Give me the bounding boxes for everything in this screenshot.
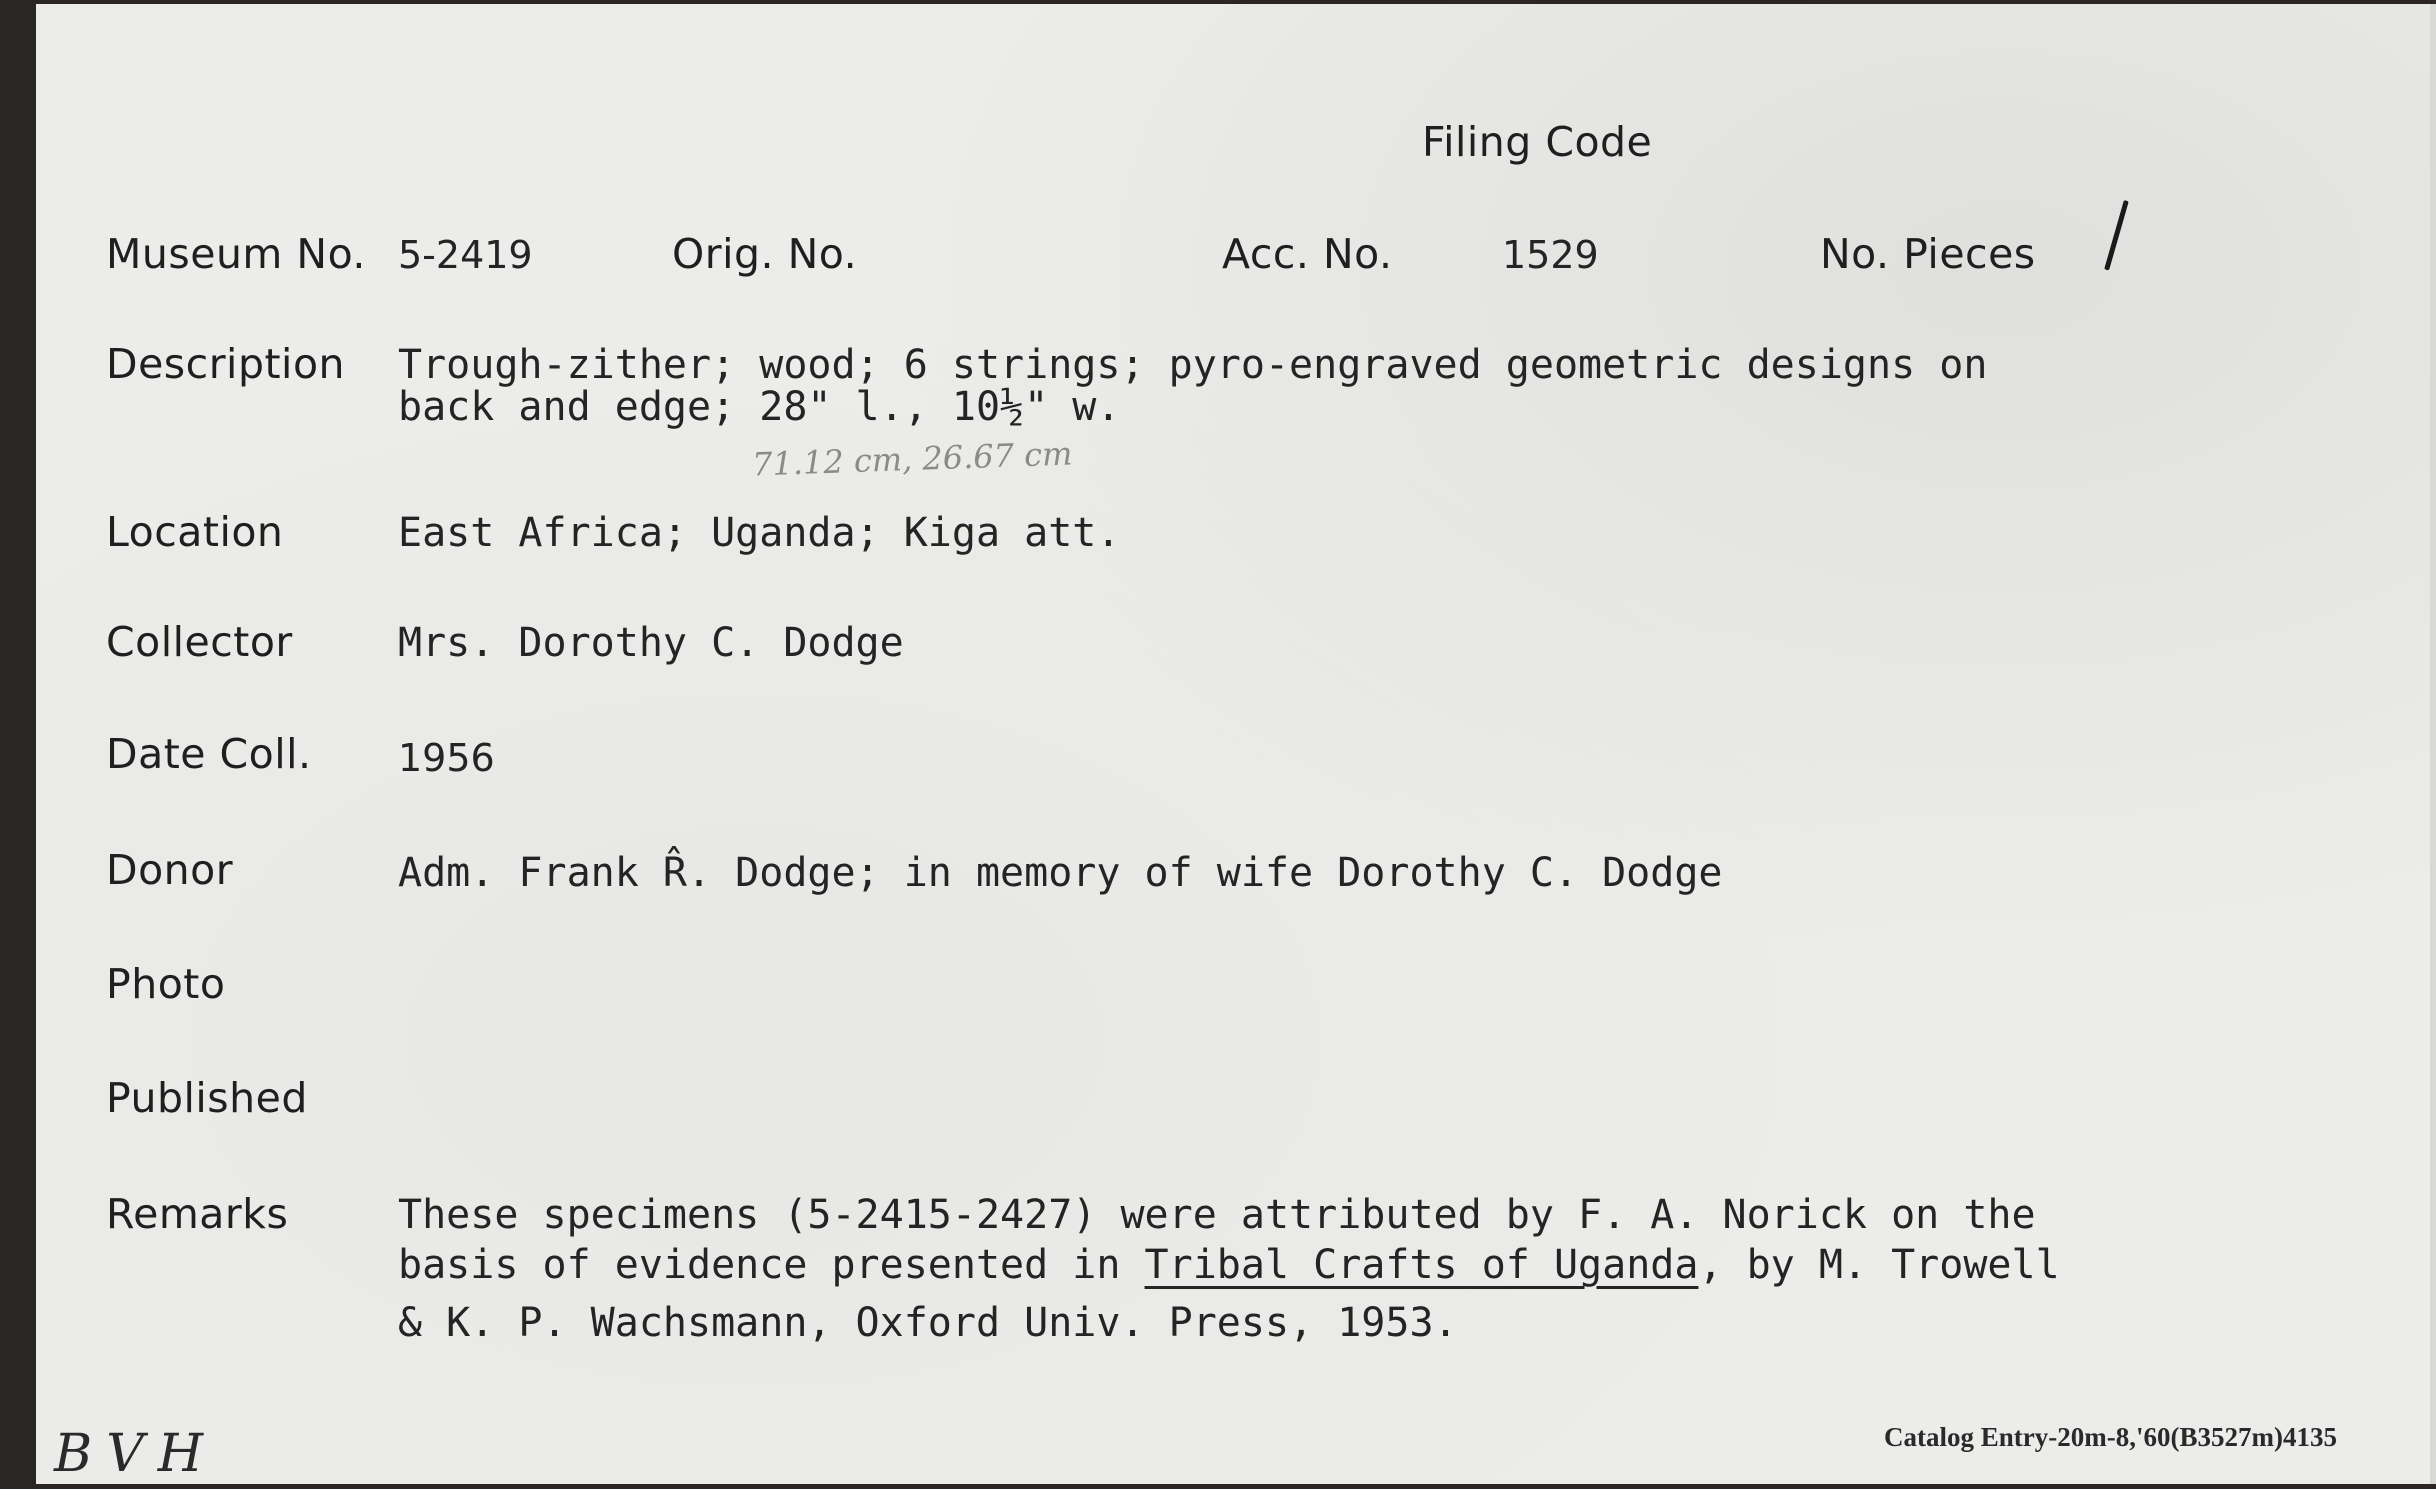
photo-label: Photo: [106, 960, 226, 1008]
collector-value: Mrs. Dorothy C. Dodge: [398, 620, 904, 666]
filing-code-label: Filing Code: [1422, 118, 1653, 166]
description-line-2: back and edge; 28" l., 10½" w.: [398, 384, 1121, 430]
handwritten-measurement-note: 71.12 cm, 26.67 cm: [751, 434, 1074, 484]
no-pieces-label: No. Pieces: [1820, 230, 2036, 278]
book-title: Tribal Crafts of Uganda: [1144, 1242, 1699, 1288]
card-edge: [2430, 4, 2436, 1484]
description-line-1: Trough-zither; wood; 6 strings; pyro-engraved geometric designs on: [398, 342, 1988, 388]
collector-label: Collector: [106, 618, 293, 666]
museum-no-value: 5-2419: [398, 233, 533, 277]
location-label: Location: [106, 508, 284, 556]
location-value: East Africa; Uganda; Kiga att.: [398, 510, 1121, 556]
remarks-label: Remarks: [106, 1190, 289, 1238]
museum-no-label: Museum No.: [106, 230, 366, 278]
cataloger-initials: BVH: [54, 1424, 218, 1484]
catalog-print-code: Catalog Entry-20m-8,'60(B3527m)4135: [1884, 1422, 2337, 1452]
remarks-line-2: [398, 1242, 2060, 1288]
remarks-line-3: & K. P. Wachsmann, Oxford Univ. Press, 1953.: [398, 1300, 1458, 1346]
acc-no-label: Acc. No.: [1222, 230, 1393, 278]
remarks-line-1: These specimens (5-2415-2427) were attributed by F. A. Norick on the: [398, 1192, 2036, 1238]
published-label: Published: [106, 1074, 308, 1122]
acc-no-value: 1529: [1502, 233, 1599, 277]
date-coll-value: 1956: [398, 736, 495, 780]
pieces-value-mark: [2104, 200, 2129, 271]
catalog-card: [36, 4, 2436, 1484]
orig-no-label: Orig. No.: [672, 230, 858, 278]
donor-value: Adm. Frank R̂. Dodge; in memory of wife Dorothy C. Dodge: [398, 850, 1723, 896]
remarks-line-2-start: basis of evidence presented in: [398, 1242, 1145, 1288]
date-coll-label: Date Coll.: [106, 730, 312, 778]
description-label: Description: [106, 340, 346, 388]
remarks-line-2-end: , by M. Trowell: [1698, 1242, 2060, 1288]
donor-label: Donor: [106, 846, 234, 894]
